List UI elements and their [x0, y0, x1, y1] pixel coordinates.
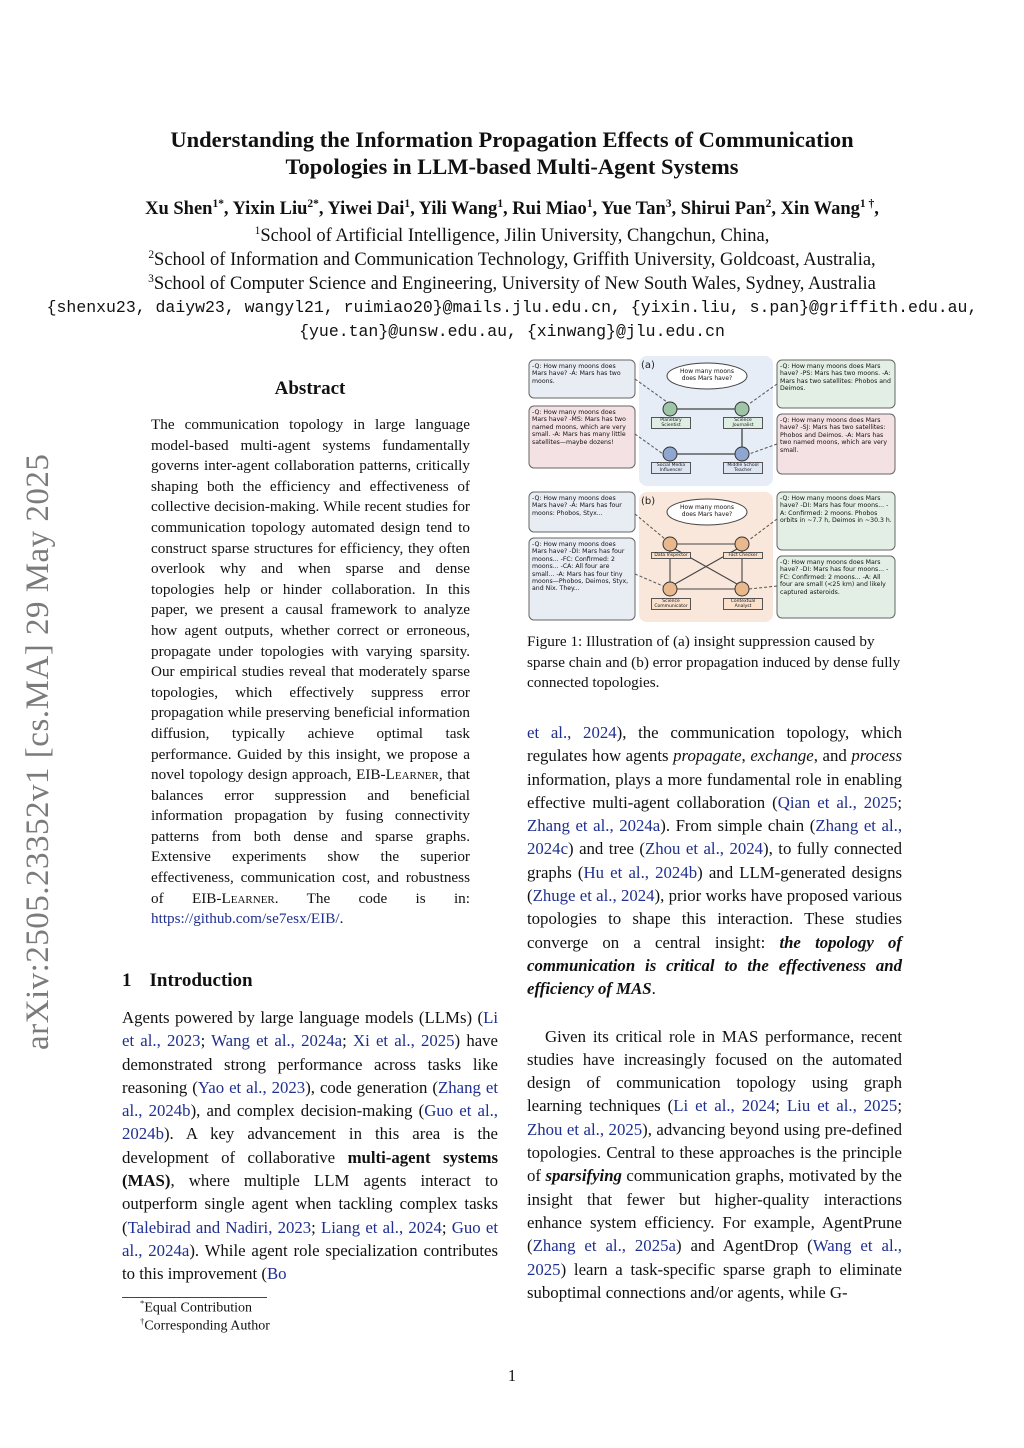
- node-b-data-inspector: [663, 537, 677, 551]
- node-label: Planetary Scientist: [651, 417, 691, 429]
- code-link[interactable]: https://github.com/se7esx/EIB/: [151, 910, 340, 928]
- citation-link[interactable]: Wang et al., 2024a: [211, 1031, 343, 1051]
- intro-right-column: [527, 721, 902, 1304]
- node-b-science-communicator: [663, 582, 677, 596]
- citation-link[interactable]: Zhang et al., 2024c: [527, 816, 903, 859]
- author: Xu Shen$^{1*}$: [145, 198, 224, 220]
- node-a-planetary-scientist: [663, 402, 677, 416]
- panel-a-label: (a): [641, 360, 655, 371]
- citation-link[interactable]: Qian et al., 2025: [777, 792, 898, 812]
- citation-link[interactable]: Zhuge et al., 2024: [532, 886, 655, 906]
- affiliation-3: $^3$School of Computer Science and Engineering, University of New South Wales, Sydney, Australia: [148, 273, 876, 295]
- node-label: Middle School Teacher: [723, 462, 763, 474]
- affiliation-1: $^1$School of Artificial Intelligence, Jilin University, Changchun, China,: [254, 225, 770, 247]
- footnote-corresponding-author: †Corresponding Author: [140, 1316, 270, 1334]
- figure-1-illustration: [527, 354, 899, 624]
- box-text: -Q: How many moons does Mars have? -PS: Mars has two moons. -A: Mars has two satellites: Phobos and Deimos.: [780, 363, 891, 393]
- node-label: Science Journalist: [723, 417, 763, 429]
- citation-link[interactable]: Talebirad and Nadiri, 2023: [127, 1217, 312, 1237]
- method-name: EIB-Learner: [356, 766, 439, 784]
- section-heading: 1 Introduction: [122, 970, 253, 991]
- citation-link[interactable]: Yao et al., 2023: [197, 1077, 306, 1097]
- node-label: Fact Checker: [723, 552, 763, 559]
- author: Rui Miao$^1$: [512, 198, 593, 220]
- node-label: Social Media Influencer: [651, 462, 691, 474]
- author: Yue Tan$^3$: [601, 198, 672, 220]
- abstract-heading: Abstract: [274, 378, 346, 399]
- citation-link[interactable]: Guo et al., 2024b: [122, 1101, 499, 1144]
- question-text-b: How many moons does Mars have?: [680, 504, 734, 518]
- node-b-fact-checker: [735, 537, 749, 551]
- citation-link[interactable]: Li et al., 2024: [673, 1096, 776, 1116]
- citation-link[interactable]: Guo et al., 2024a: [122, 1217, 498, 1260]
- citation-link[interactable]: Zhang et al., 2024a: [527, 816, 661, 836]
- box-text: -Q: How many moons does Mars have? -DI: Mars has four moons... -A: Confirmed: 2 moons. Phobos orbits in ~7.7 h, Deimos in ~30.3 h.: [780, 495, 892, 525]
- author-list: Xu Shen$^{1*}$, Yixin Liu$^{2*}$, Yiwei Dai$^1$, Yili Wang$^1$, Rui Miao$^1$, Yue Tan$^3$, Shirui Pan$^2$, Xin Wang$^{1 \dagger}$,: [145, 198, 879, 220]
- box-text: -Q: How many moons does Mars have? -MS: Mars has two named moons, which are very small. -A: Mars has many little satellites—maybe dozens!: [532, 409, 626, 446]
- node-label: Contextual Analyst: [723, 598, 763, 610]
- citation-link[interactable]: Liu et al., 2025: [786, 1096, 898, 1116]
- author: Xin Wang$^{1 \dagger}$: [780, 198, 875, 220]
- citation-link[interactable]: Bo: [266, 1264, 287, 1284]
- paper-title: [60, 126, 964, 180]
- citation-link[interactable]: Zhang et al., 2025a: [532, 1236, 676, 1256]
- email-line-2: {yue.tan}@unsw.edu.au, {xinwang}@jlu.edu.cn: [299, 322, 725, 341]
- node-label: Science Communicator: [651, 598, 691, 610]
- node-label: Data Inspector: [651, 552, 691, 559]
- figure-caption: Figure 1: Illustration of (a) insight suppression caused by sparse chain and (b) error propagation induced by dense fully connected topologies.: [527, 633, 901, 692]
- citation-link[interactable]: Hu et al., 2024b: [583, 862, 698, 882]
- citation-link[interactable]: Liang et al., 2024: [321, 1217, 442, 1237]
- citation-link[interactable]: Xi et al., 2025: [352, 1031, 455, 1051]
- author: Yili Wang$^1$: [418, 198, 504, 220]
- box-text: -Q: How many moons does Mars have? -SJ: Mars has two satellites: Phobos and Deimos. -A: Mars has two named moons, which are very small.: [780, 417, 887, 454]
- affiliation-2: $^2$School of Information and Communication Technology, Griffith University, Goldcoast, Australia,: [148, 249, 876, 271]
- node-b-contextual-analyst: [735, 582, 749, 596]
- panel-b-label: (b): [641, 496, 656, 507]
- box-text: -Q: How many moons does Mars have? -DI: Mars has four moons... -FC: Confirmed: 2 moons... -A: All four are small (<25 km) and likely captured asteroids.: [780, 559, 889, 596]
- citation-link[interactable]: Li et al., 2023: [122, 1008, 498, 1051]
- page-number: 1: [507, 1366, 517, 1385]
- citation-link[interactable]: Zhang et al., 2024b: [122, 1077, 498, 1121]
- title-line-2: Topologies in LLM-based Multi-Agent Systems: [285, 154, 739, 179]
- paragraph: Given its critical role in MAS performance, recent studies have increasingly focused on the automated design of communication topology using graph learning techniques (Li et al., 2024; Liu et al., 2025; Zhou et al., 2025), advancing beyond using pre-defined topologies. Central to these approaches is the principle of sparsifying communication graphs, motivated by the insight that fewer but higher-quality interactions enhance system efficiency. For example, AgentPrune (Zhang et al., 2025a) and AgentDrop (Wang et al., 2025) learn a task-specific sparse graph to eliminate suboptimal connections and/or agents, while G-: [527, 1026, 902, 1302]
- citation-link[interactable]: et al., 2024: [527, 723, 617, 742]
- title-line-1: Understanding the Information Propagation Effects of Communication: [170, 127, 854, 152]
- intro-left-column: [122, 1006, 498, 1286]
- box-text: -Q: How many moons does Mars have? -DI: Mars has four moons... -FC: Confirmed: 2 moons... -CA: All four are small... -A: Mars has four tiny moons—Phobos, Deimos, Styx, and Nix. They...: [532, 541, 629, 593]
- box-text: -Q: How many moons does Mars have? -A: Mars has two moons.: [532, 363, 621, 385]
- email-line-1: {shenxu23, daiyw23, wangyl21, ruimiao20}@mails.jlu.edu.cn, {yixin.liu, s.pan}@griffith.edu.au,: [46, 298, 978, 317]
- paragraph: et al., 2024), the communication topology, which regulates how agents propagate, exchange, and process information, plays a more fundamental role in enabling effective multi-agent collaboration (Qian et al., 2025; Zhang et al., 2024a). From simple chain (Zhang et al., 2024c) and tree (Zhou et al., 2024), to fully connected graphs (Hu et al., 2024b) and LLM-generated designs (Zhuge et al., 2024), prior works have proposed various topologies to shape this interaction. These studies converge on a central insight: the topology of communication is critical to the effectiveness and efficiency of MAS.: [527, 723, 903, 999]
- author: Yiwei Dai$^1$: [327, 198, 411, 220]
- paragraph: Agents powered by large language models (LLMs) (Li et al., 2023; Wang et al., 2024a; Xi et al., 2025) have demonstrated strong performance across tasks like reasoning (Yao et al., 2023), code generation (Zhang et al., 2024b), and complex decision-making (Guo et al., 2024b). A key advancement in this area is the development of collaborative multi-agent systems (MAS), where multiple LLM agents interact to outperform single agent when tackling complex tasks (Talebirad and Nadiri, 2023; Liang et al., 2024; Guo et al., 2024a). While agent role specialization contributes to this improvement (Bo: [122, 1008, 499, 1284]
- author: Yixin Liu$^{2*}$: [232, 198, 319, 220]
- abstract-body: The communication topology in large language model-based multi-agent systems fundamentally governs inter-agent collaboration patterns, critically shaping both the efficiency and effectiveness of collective decision-making. While recent studies for communication topology automated design tend to construct sparse structures for efficiency, they often overlook why and when sparse and dense topologies help or hinder collaboration. In this paper, we present a causal framework to analyze how agent outputs, whether correct or erroneous, propagate under topologies with varying sparsity. Our empirical studies reveal that moderately sparse topologies, which effectively suppress error propagation while preserving beneficial information diffusion, typically achieve optimal task performance. Guided by this insight, we propose a novel topology design approach, EIB-Learner, that balances error suppression and beneficial information propagation by fusing connectivity patterns from both dense and sparse graphs. Extensive experiments show the superior effectiveness, communication cost, and robustness of EIB-Learner. The code is in: https://github.com/se7esx/EIB/.: [151, 416, 470, 928]
- node-a-science-journalist: [735, 402, 749, 416]
- node-a-social-media-influencer: [663, 447, 677, 461]
- node-a-middle-school-teacher: [735, 447, 749, 461]
- method-name: EIB-Learner: [191, 889, 275, 907]
- arxiv-side-stamp: arXiv:2505.23352v1 [cs.MA] 29 May 2025: [20, 453, 56, 1050]
- footnote-equal-contribution: *Equal Contribution: [140, 1298, 253, 1316]
- citation-link[interactable]: Wang et al., 2025: [527, 1236, 902, 1279]
- citation-link[interactable]: Zhou et al., 2025: [527, 1119, 643, 1139]
- author: Shirui Pan$^2$: [680, 198, 772, 220]
- box-text: -Q: How many moons does Mars have? -A: Mars has four moons: Phobos, Styx...: [532, 495, 622, 517]
- question-text-a: How many moons does Mars have?: [680, 368, 734, 382]
- citation-link[interactable]: Zhou et al., 2024: [645, 839, 764, 859]
